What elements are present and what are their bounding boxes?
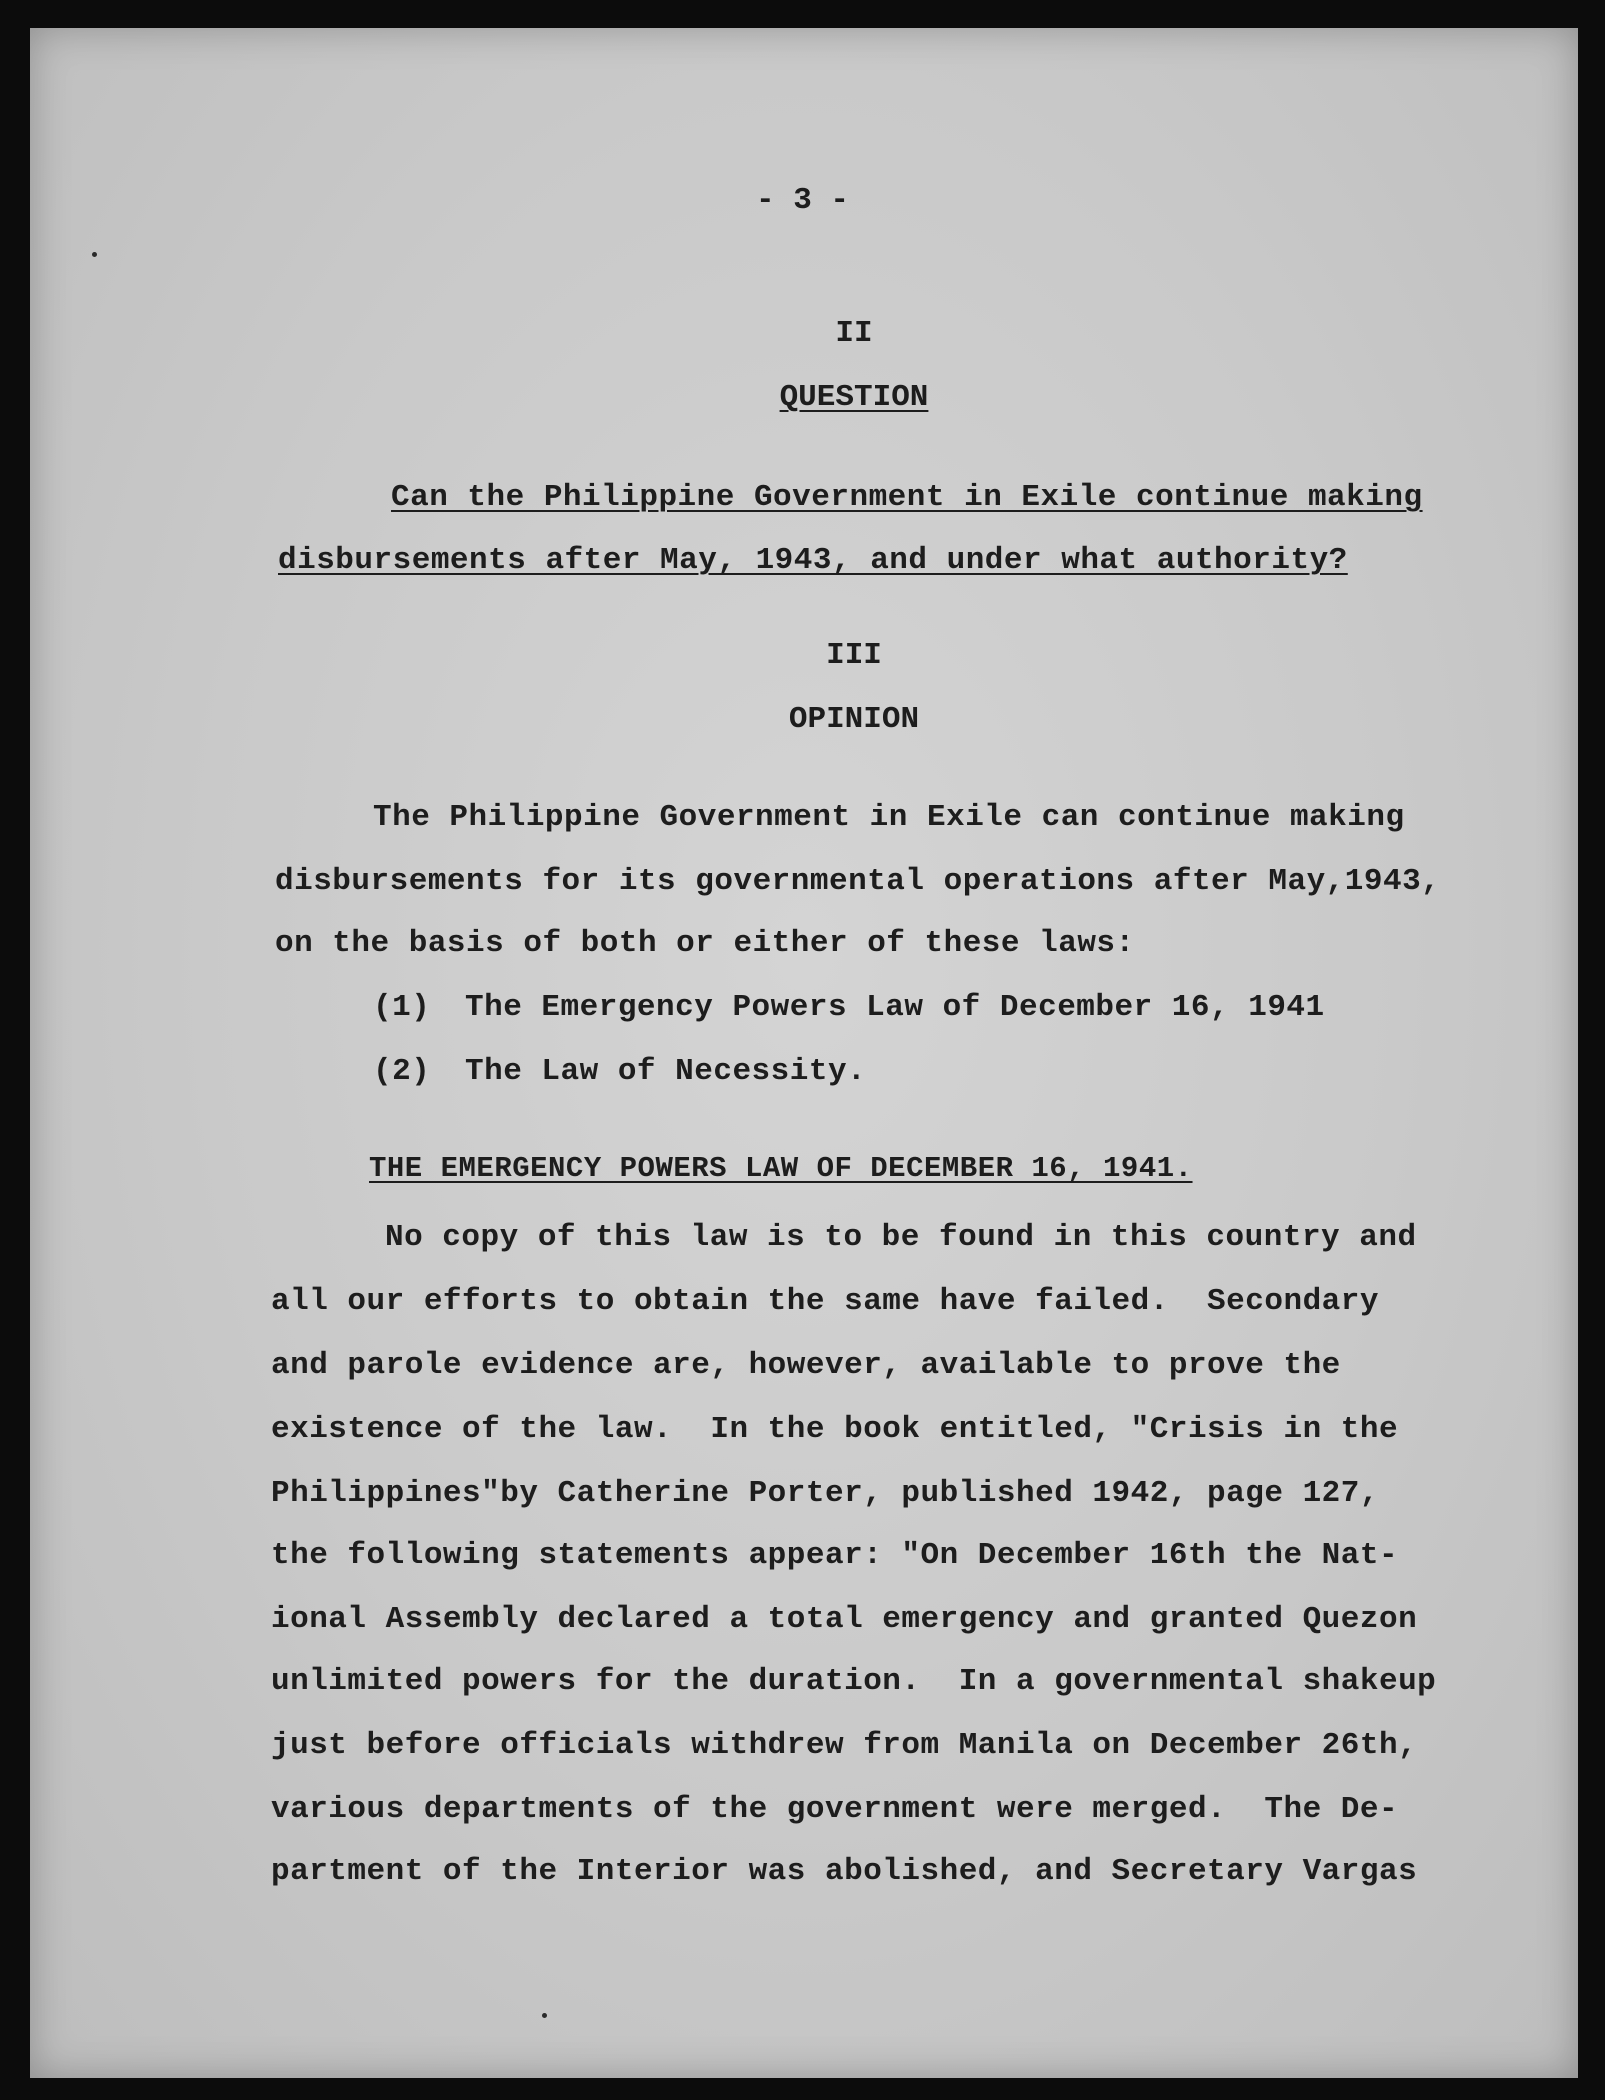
body-line-7: ional Assembly declared a total emergency and granted Quezon [271,1602,1418,1637]
body-line-9: just before officials withdrew from Manila on December 26th, [271,1728,1418,1763]
question-line-2: disbursements after May, 1943, and under what authority? [278,543,1348,578]
opinion-line-2: disbursements for its governmental operations after May,1943, [275,864,1441,899]
opinion-line-3: on the basis of both or either of these laws: [275,926,1135,961]
body-line-4: existence of the law. In the book entitled, "Crisis in the [271,1412,1399,1447]
opinion-heading: OPINION [788,702,920,737]
page-number: - 3 - [755,183,849,218]
question-heading: QUESTION [779,380,929,415]
section-numeral-iii: III [826,638,882,673]
scan-speck [92,252,97,257]
section-numeral-ii: II [835,316,873,351]
body-line-2: all our efforts to obtain the same have failed. Secondary [271,1284,1379,1319]
emergency-law-heading: THE EMERGENCY POWERS LAW OF DECEMBER 16, 1941. [369,1152,1193,1185]
body-line-8: unlimited powers for the duration. In a governmental shakeup [271,1664,1437,1699]
question-line-1: Can the Philippine Government in Exile continue making [391,480,1423,515]
list-marker-2: (2) [373,1054,431,1089]
body-line-11: partment of the Interior was abolished, and Secretary Vargas [271,1854,1418,1889]
body-line-10: various departments of the government were merged. The De- [271,1792,1399,1827]
list-item-2: The Law of Necessity. [465,1054,867,1089]
list-marker-1: (1) [373,990,431,1025]
body-line-1: No copy of this law is to be found in this country and [385,1220,1417,1255]
body-line-5: Philippines"by Catherine Porter, published 1942, page 127, [271,1476,1379,1511]
list-item-1: The Emergency Powers Law of December 16, 1941 [465,990,1325,1025]
scan-speck [542,2013,547,2018]
opinion-line-1: The Philippine Government in Exile can continue making [373,800,1405,835]
body-line-6: the following statements appear: "On December 16th the Nat- [271,1538,1399,1573]
body-line-3: and parole evidence are, however, available to prove the [271,1348,1341,1383]
